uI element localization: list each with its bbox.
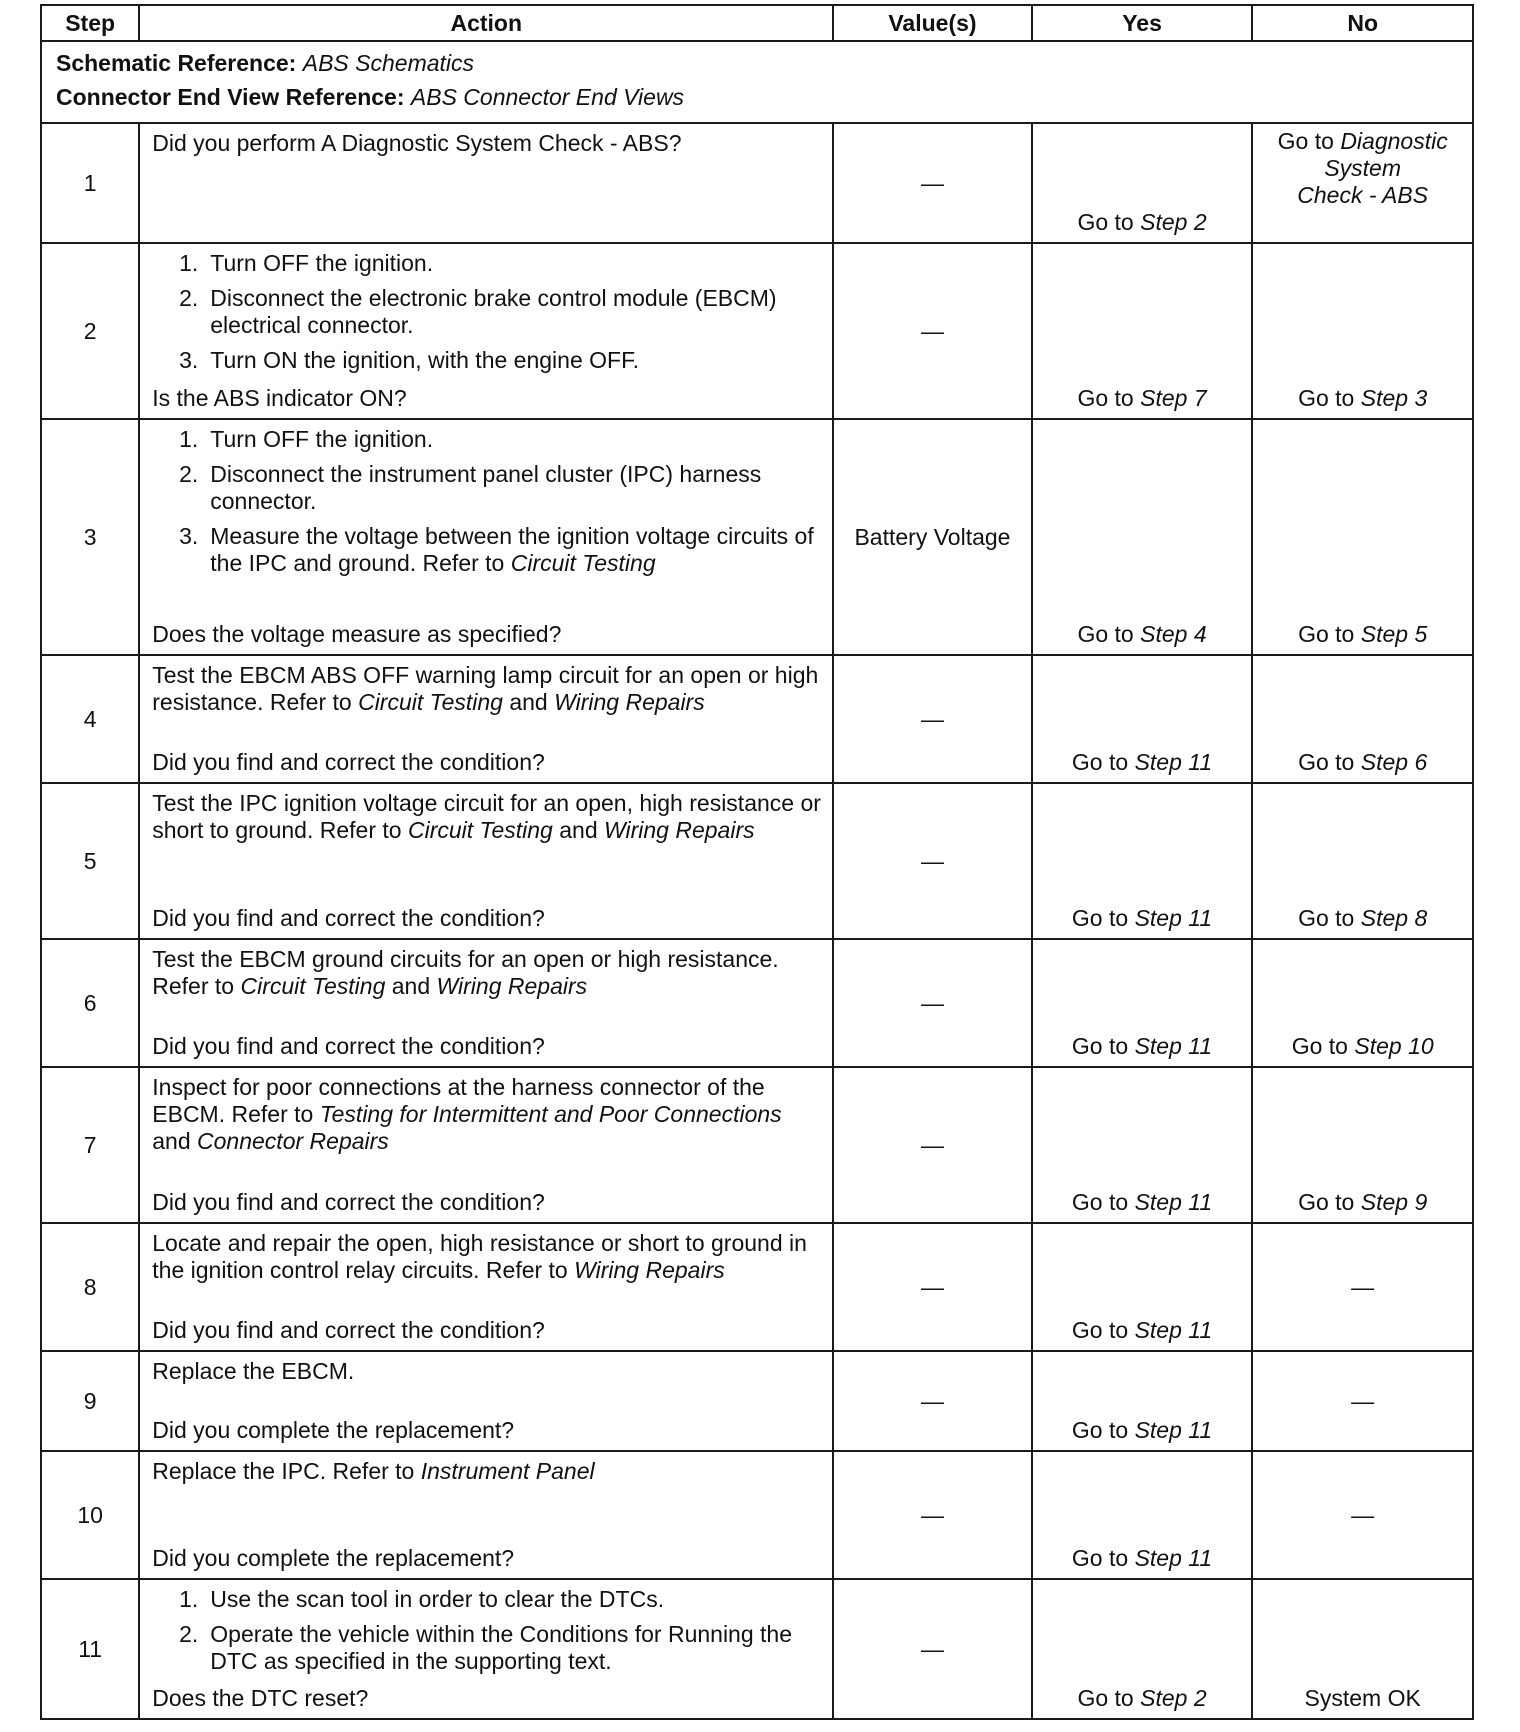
value-cell: —: [833, 1351, 1032, 1451]
intermittent-connections-link[interactable]: Testing for Intermittent and Poor Connections: [319, 1101, 782, 1127]
no-cell: —: [1252, 1351, 1473, 1451]
go-to-text: Go to: [1298, 905, 1355, 931]
step-number: 9: [41, 1351, 139, 1451]
no-cell: —: [1252, 1451, 1473, 1579]
yes-link[interactable]: Step 4: [1140, 621, 1207, 647]
no-link[interactable]: Step 10: [1354, 1033, 1434, 1059]
action-cell: [139, 1067, 833, 1223]
value-cell: —: [833, 939, 1032, 1067]
no-cell: System OK: [1252, 1579, 1473, 1719]
step-number: 11: [41, 1579, 139, 1719]
list-item: 3. Measure the voltage between the ignition voltage circuits of the IPC and ground. Refer to Circuit Testing: [179, 523, 814, 576]
go-to-text: Go to: [1077, 621, 1134, 647]
list-item: 1. Use the scan tool in order to clear the DTCs.: [179, 1586, 665, 1612]
connector-reference-link[interactable]: ABS Connector End Views: [410, 84, 685, 110]
action-text: Locate and repair the open, high resistance or short to ground in the ignition control relay circuits. Refer to Wiring Repairs: [152, 1230, 807, 1283]
action-question: Does the voltage measure as specified?: [152, 621, 562, 647]
list-item: 1. Turn OFF the ignition.: [179, 426, 434, 452]
action-text: Test the EBCM ground circuits for an open or high resistance. Refer to Circuit Testing and Wiring Repairs: [152, 946, 779, 999]
action-cell: [139, 1351, 833, 1451]
no-cell: [1252, 243, 1473, 419]
action-question: Is the ABS indicator ON?: [152, 385, 407, 411]
action-text: Replace the EBCM.: [152, 1358, 355, 1384]
no-cell: [1252, 1067, 1473, 1223]
schematic-reference-label: Schematic Reference:: [56, 50, 297, 76]
no-link[interactable]: Step 5: [1360, 621, 1428, 647]
action-question: Did you complete the replacement?: [152, 1417, 515, 1443]
go-to-text: Go to: [1277, 128, 1334, 154]
yes-link[interactable]: Step 11: [1134, 1317, 1213, 1343]
header-row: [41, 5, 1473, 41]
step-number: 8: [41, 1223, 139, 1351]
header-step: Step: [41, 5, 139, 41]
go-to-text: Go to: [1077, 385, 1134, 411]
action-text: Test the IPC ignition voltage circuit for an open, high resistance or short to ground. Refer to Circuit Testing and Wiring Repairs: [152, 790, 821, 843]
step-number: 6: [41, 939, 139, 1067]
step-number: 10: [41, 1451, 139, 1579]
yes-link[interactable]: Step 11: [1134, 1545, 1213, 1571]
table-row: [41, 939, 1473, 1067]
wiring-repairs-link[interactable]: Wiring Repairs: [604, 817, 755, 843]
table-row: [41, 783, 1473, 939]
yes-link[interactable]: Step 7: [1140, 385, 1207, 411]
no-cell: [1252, 783, 1473, 939]
table-row: [41, 1223, 1473, 1351]
action-cell: [139, 1579, 833, 1719]
step-number: 2: [41, 243, 139, 419]
yes-cell: [1032, 123, 1253, 243]
step-number: 7: [41, 1067, 139, 1223]
go-to-text: Go to: [1077, 1685, 1134, 1711]
action-cell: [139, 243, 833, 419]
action-question: Did you find and correct the condition?: [152, 749, 545, 775]
action-text: Replace the IPC. Refer to Instrument Panel: [152, 1458, 595, 1484]
circuit-testing-link[interactable]: Circuit Testing: [240, 973, 386, 999]
go-to-text: Go to: [1298, 1189, 1355, 1215]
yes-link[interactable]: Step 11: [1134, 905, 1213, 931]
value-cell: —: [833, 123, 1032, 243]
connector-reference: [56, 80, 1458, 114]
table-row: [41, 655, 1473, 783]
connector-repairs-link[interactable]: Connector Repairs: [197, 1128, 389, 1154]
yes-cell: [1032, 1451, 1253, 1579]
action-question: Did you find and correct the condition?: [152, 1189, 545, 1215]
header-action: Action: [139, 5, 833, 41]
yes-cell: [1032, 1067, 1253, 1223]
yes-cell: [1032, 1579, 1253, 1719]
reference-cell: [41, 41, 1473, 123]
diagnostic-table-page: [40, 4, 1474, 1720]
yes-cell: [1032, 1351, 1253, 1451]
value-cell: —: [833, 1067, 1032, 1223]
table-row: [41, 123, 1473, 243]
step-number: 4: [41, 655, 139, 783]
action-question: Does the DTC reset?: [152, 1685, 369, 1711]
action-text: Inspect for poor connections at the harness connector of the EBCM. Refer to Testing for Intermittent and Poor Connections and Connector Repairs: [152, 1074, 782, 1154]
header-values: Value(s): [833, 5, 1032, 41]
action-question: Did you perform A Diagnostic System Check - ABS?: [152, 130, 682, 156]
yes-link[interactable]: Step 11: [1134, 749, 1213, 775]
wiring-repairs-link[interactable]: Wiring Repairs: [436, 973, 588, 999]
list-item: 2. Operate the vehicle within the Conditions for Running the DTC as specified in the supporting text.: [179, 1621, 793, 1674]
go-to-text: Go to: [1298, 385, 1355, 411]
go-to-text: Go to: [1071, 749, 1129, 775]
step-number: 5: [41, 783, 139, 939]
no-cell: —: [1252, 1223, 1473, 1351]
value-cell: —: [833, 655, 1032, 783]
go-to-text: Go to: [1071, 905, 1129, 931]
schematic-reference-link[interactable]: ABS Schematics: [302, 50, 475, 76]
go-to-text: Go to: [1071, 1545, 1129, 1571]
list-item: 2. Disconnect the instrument panel cluster (IPC) harness connector.: [179, 461, 762, 514]
go-to-text: Go to: [1298, 621, 1355, 647]
action-question: Did you complete the replacement?: [152, 1545, 515, 1571]
yes-link[interactable]: Step 2: [1140, 1685, 1207, 1711]
reference-row: [41, 41, 1473, 123]
table-row: [41, 1351, 1473, 1451]
no-link[interactable]: Check - ABS: [1297, 182, 1429, 208]
step-number: 3: [41, 419, 139, 655]
list-item: 2. Disconnect the electronic brake control module (EBCM) electrical connector.: [179, 285, 777, 338]
action-question: Did you find and correct the condition?: [152, 1033, 545, 1059]
connector-reference-label: Connector End View Reference:: [56, 84, 405, 110]
action-cell: [139, 419, 833, 655]
value-cell: —: [833, 1223, 1032, 1351]
action-cell: [139, 123, 833, 243]
yes-link[interactable]: Step 11: [1134, 1417, 1213, 1443]
go-to-text: Go to: [1291, 1033, 1348, 1059]
action-steps: [152, 1586, 822, 1683]
table-row: [41, 1067, 1473, 1223]
action-cell: [139, 939, 833, 1067]
instrument-panel-link[interactable]: Instrument Panel: [420, 1458, 595, 1484]
yes-cell: [1032, 419, 1253, 655]
wiring-repairs-link[interactable]: Wiring Repairs: [554, 689, 705, 715]
no-link[interactable]: Diagnostic: [1340, 128, 1448, 154]
value-cell: —: [833, 783, 1032, 939]
no-link[interactable]: Step 3: [1360, 385, 1428, 411]
list-item: 1. Turn OFF the ignition.: [179, 250, 434, 276]
action-cell: [139, 783, 833, 939]
yes-link[interactable]: Step 2: [1140, 209, 1207, 235]
no-cell: [1252, 419, 1473, 655]
table-row: [41, 243, 1473, 419]
action-cell: [139, 1451, 833, 1579]
action-steps: [152, 250, 822, 382]
circuit-testing-link[interactable]: Circuit Testing: [358, 689, 503, 715]
yes-cell: [1032, 1223, 1253, 1351]
value-cell: Battery Voltage: [833, 419, 1032, 655]
diagnostic-table: [40, 4, 1474, 1720]
no-cell: [1252, 939, 1473, 1067]
action-question: Did you find and correct the condition?: [152, 1317, 545, 1343]
action-cell: [139, 655, 833, 783]
no-link[interactable]: Step 9: [1360, 1189, 1428, 1215]
table-row: [41, 1451, 1473, 1579]
go-to-text: Go to: [1071, 1417, 1129, 1443]
yes-cell: [1032, 243, 1253, 419]
value-cell: —: [833, 1451, 1032, 1579]
table-row: [41, 1579, 1473, 1719]
step-number: 1: [41, 123, 139, 243]
go-to-text: Go to: [1071, 1317, 1129, 1343]
yes-cell: [1032, 939, 1253, 1067]
yes-cell: [1032, 655, 1253, 783]
no-link[interactable]: System: [1324, 155, 1402, 181]
yes-cell: [1032, 783, 1253, 939]
header-yes: Yes: [1032, 5, 1253, 41]
no-link[interactable]: Step 6: [1360, 749, 1428, 775]
value-cell: —: [833, 243, 1032, 419]
no-cell: [1252, 123, 1473, 243]
go-to-text: Go to: [1071, 1189, 1129, 1215]
no-link[interactable]: Step 8: [1360, 905, 1428, 931]
no-cell: [1252, 655, 1473, 783]
schematic-reference: [56, 46, 1458, 80]
circuit-testing-link[interactable]: Circuit Testing: [407, 817, 553, 843]
action-cell: [139, 1223, 833, 1351]
value-cell: —: [833, 1579, 1032, 1719]
go-to-text: Go to: [1298, 749, 1355, 775]
wiring-repairs-link[interactable]: Wiring Repairs: [574, 1257, 725, 1283]
table-row: [41, 419, 1473, 655]
action-steps: [152, 426, 822, 585]
action-text: Test the EBCM ABS OFF warning lamp circuit for an open or high resistance. Refer to Circuit Testing and Wiring Repairs: [152, 662, 819, 715]
go-to-text: Go to: [1071, 1033, 1129, 1059]
yes-link[interactable]: Step 11: [1134, 1033, 1213, 1059]
action-question: Did you find and correct the condition?: [152, 905, 545, 931]
go-to-text: Go to: [1077, 209, 1134, 235]
yes-link[interactable]: Step 11: [1134, 1189, 1213, 1215]
circuit-testing-link[interactable]: Circuit Testing: [510, 550, 656, 576]
list-item: 3. Turn ON the ignition, with the engine OFF.: [179, 347, 639, 373]
header-no: No: [1252, 5, 1473, 41]
